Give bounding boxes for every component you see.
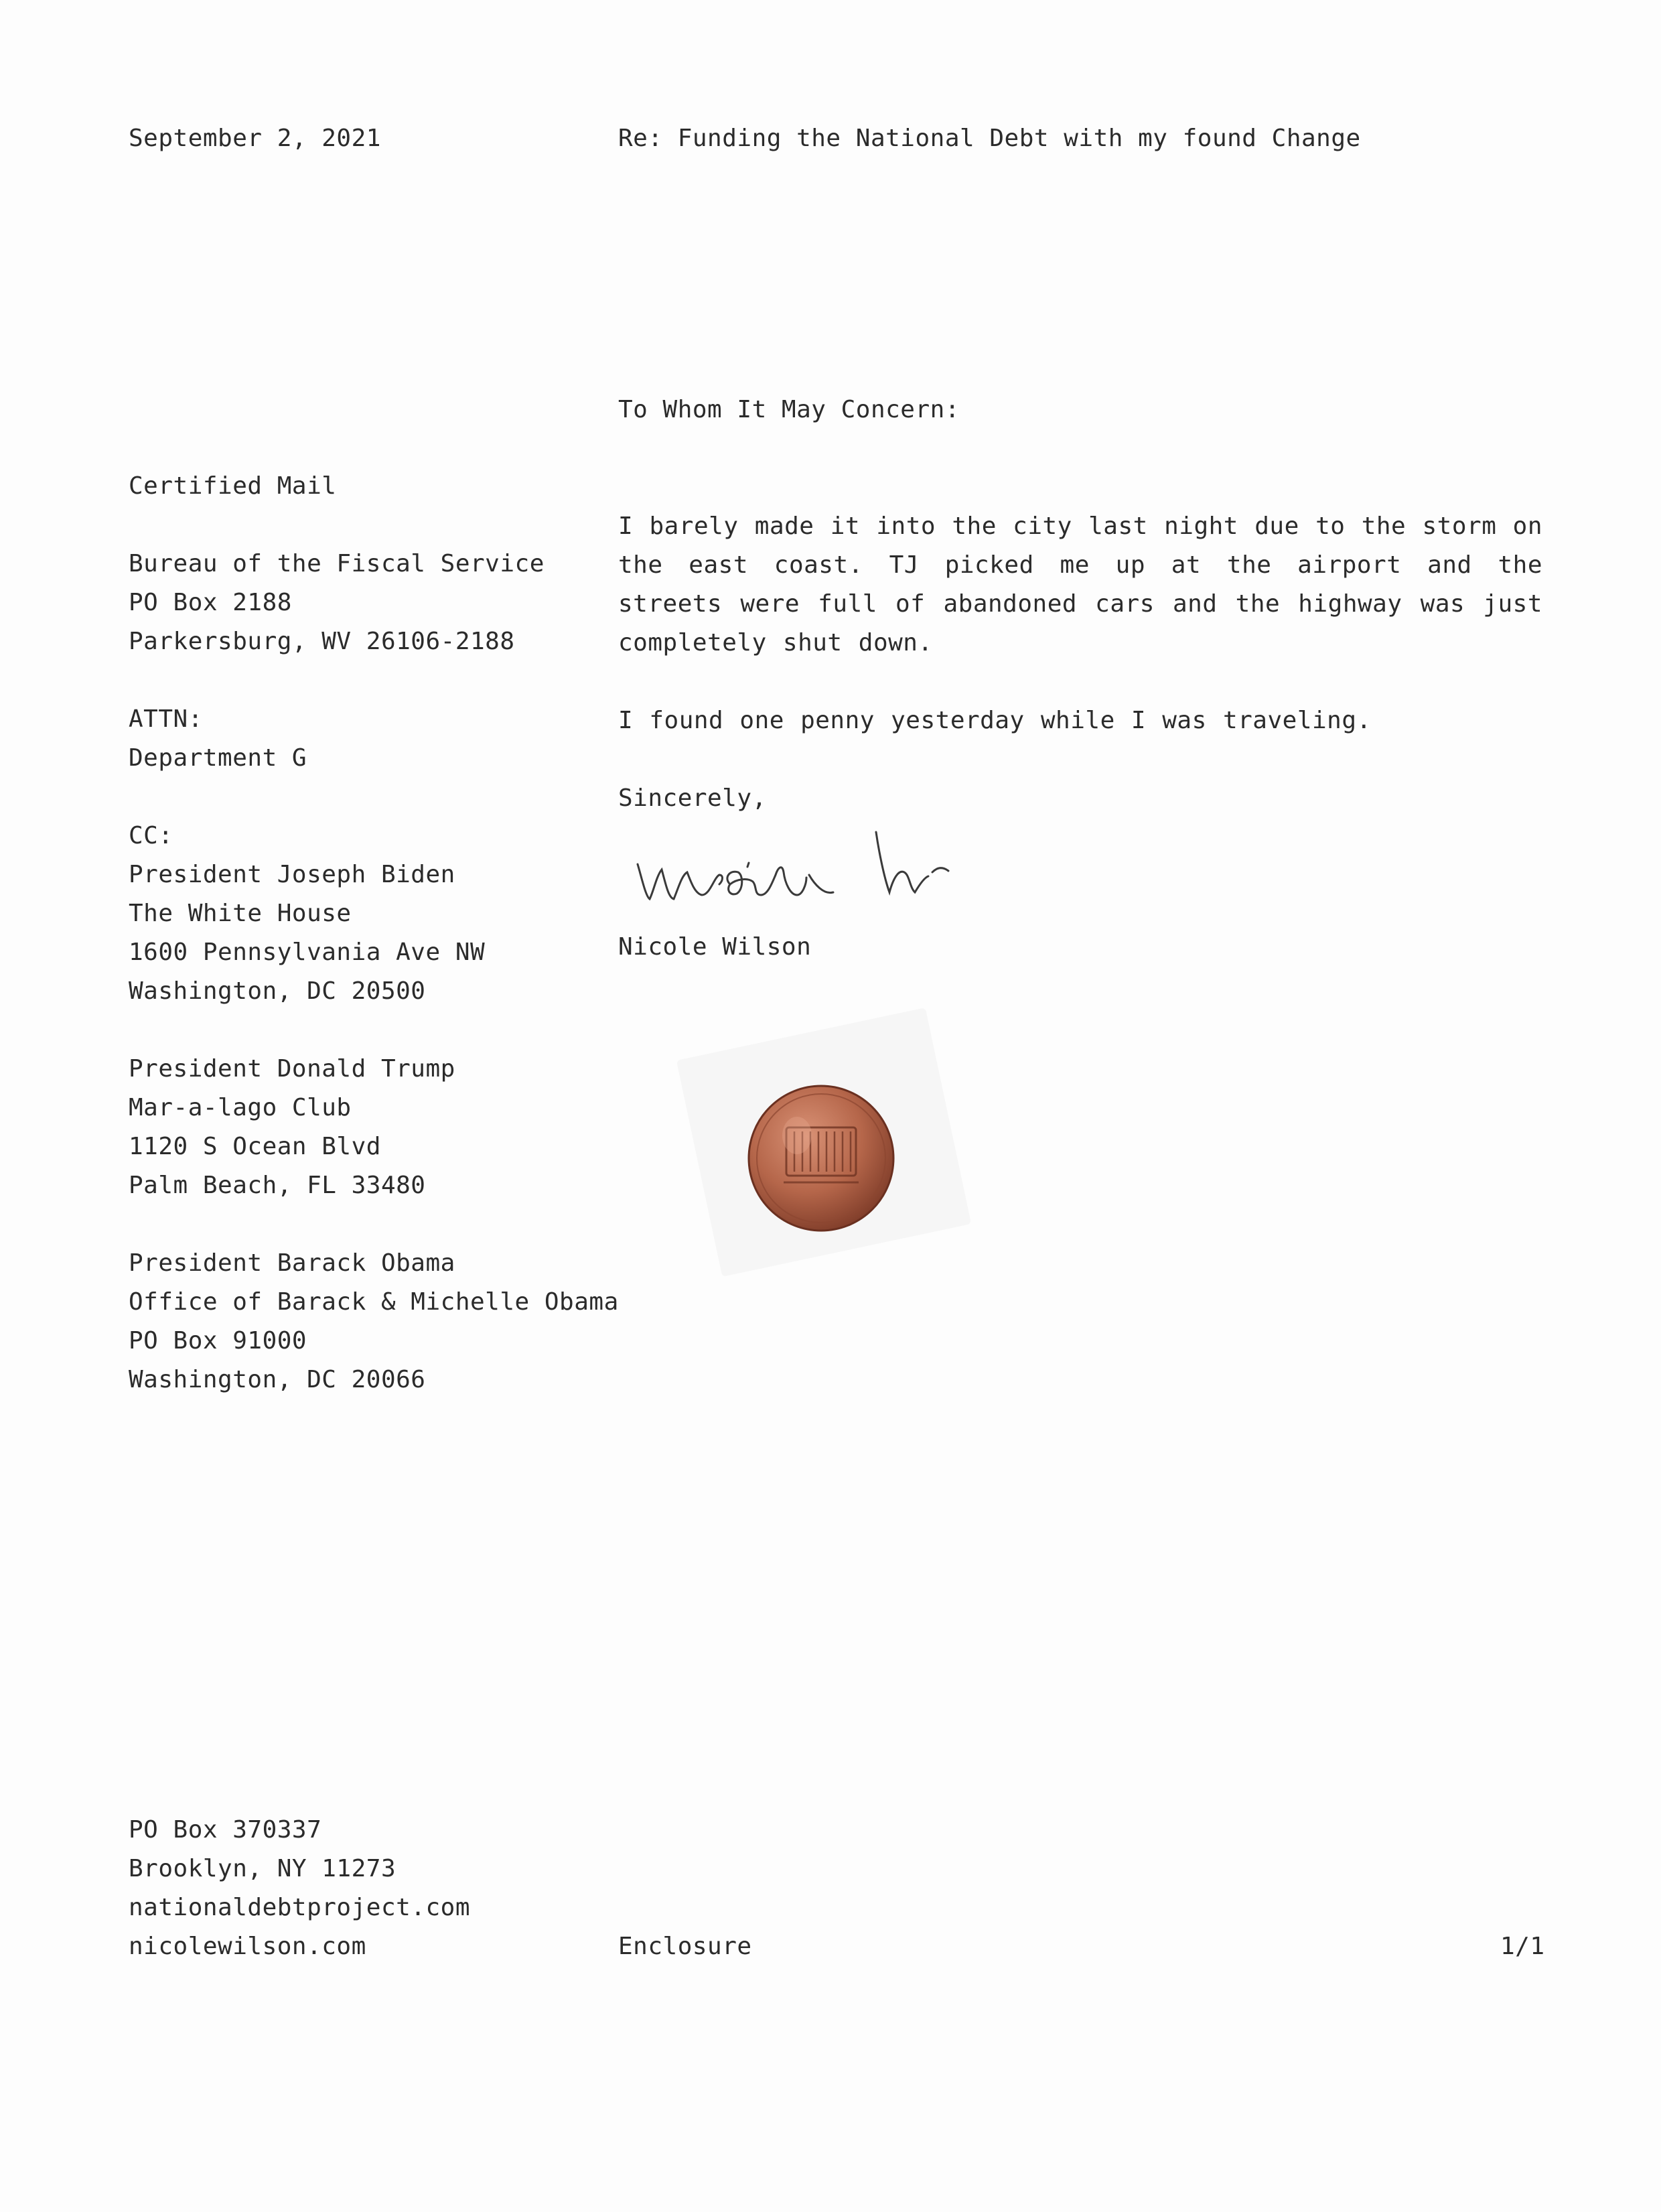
recipient-block [129, 467, 619, 1399]
letter-date: September 2, 2021 [129, 125, 381, 152]
cc-name: President Joseph Biden [129, 861, 455, 888]
sender-address [129, 1811, 470, 1966]
recipient-city: Parkersburg, WV 26106-2188 [129, 628, 515, 655]
closing: Sincerely, [618, 784, 767, 812]
cc-address-line: The White House [129, 900, 352, 927]
penny-coin-icon [745, 1082, 897, 1235]
letter-subject: Re: Funding the National Debt with my found Change [618, 125, 1361, 152]
recipient-po-box: PO Box 2188 [129, 589, 292, 616]
letter-body [618, 507, 1542, 818]
recipient-name: Bureau of the Fiscal Service [129, 550, 545, 577]
salutation: To Whom It May Concern: [618, 396, 960, 423]
sender-website: nationaldebtproject.com [129, 1894, 470, 1921]
enclosure-label: Enclosure [618, 1933, 752, 1960]
signer-name: Nicole Wilson [618, 933, 812, 961]
cc-address-line: Mar-a-lago Club [129, 1094, 352, 1121]
delivery-method: Certified Mail [129, 472, 337, 500]
cc-name: President Donald Trump [129, 1055, 455, 1083]
handwritten-signature [630, 811, 964, 918]
cc-address-line: Washington, DC 20066 [129, 1366, 426, 1393]
attn-label: ATTN: [129, 705, 203, 733]
cc-address-line: 1600 Pennsylvania Ave NW [129, 939, 486, 966]
attn-value: Department G [129, 744, 307, 772]
cc-name: President Barack Obama [129, 1249, 455, 1277]
cc-address-line: 1120 S Ocean Blvd [129, 1133, 381, 1160]
cc-label: CC: [129, 822, 173, 849]
sender-website: nicolewilson.com [129, 1933, 366, 1960]
sender-po-box: PO Box 370337 [129, 1816, 322, 1844]
cc-address-line: Palm Beach, FL 33480 [129, 1172, 426, 1199]
body-paragraph: I barely made it into the city last night due to the storm on the east coast. TJ picked me up at the airport and the streets were full of abandoned cars and the highway was just completely shut down. [618, 512, 1542, 656]
cc-address-line: PO Box 91000 [129, 1327, 307, 1355]
body-paragraph: I found one penny yesterday while I was traveling. [618, 707, 1372, 734]
cc-address-line: Office of Barack & Michelle Obama [129, 1288, 619, 1316]
page-number: 1/1 [1500, 1933, 1545, 1960]
sender-city: Brooklyn, NY 11273 [129, 1855, 396, 1882]
cc-address-line: Washington, DC 20500 [129, 977, 426, 1005]
